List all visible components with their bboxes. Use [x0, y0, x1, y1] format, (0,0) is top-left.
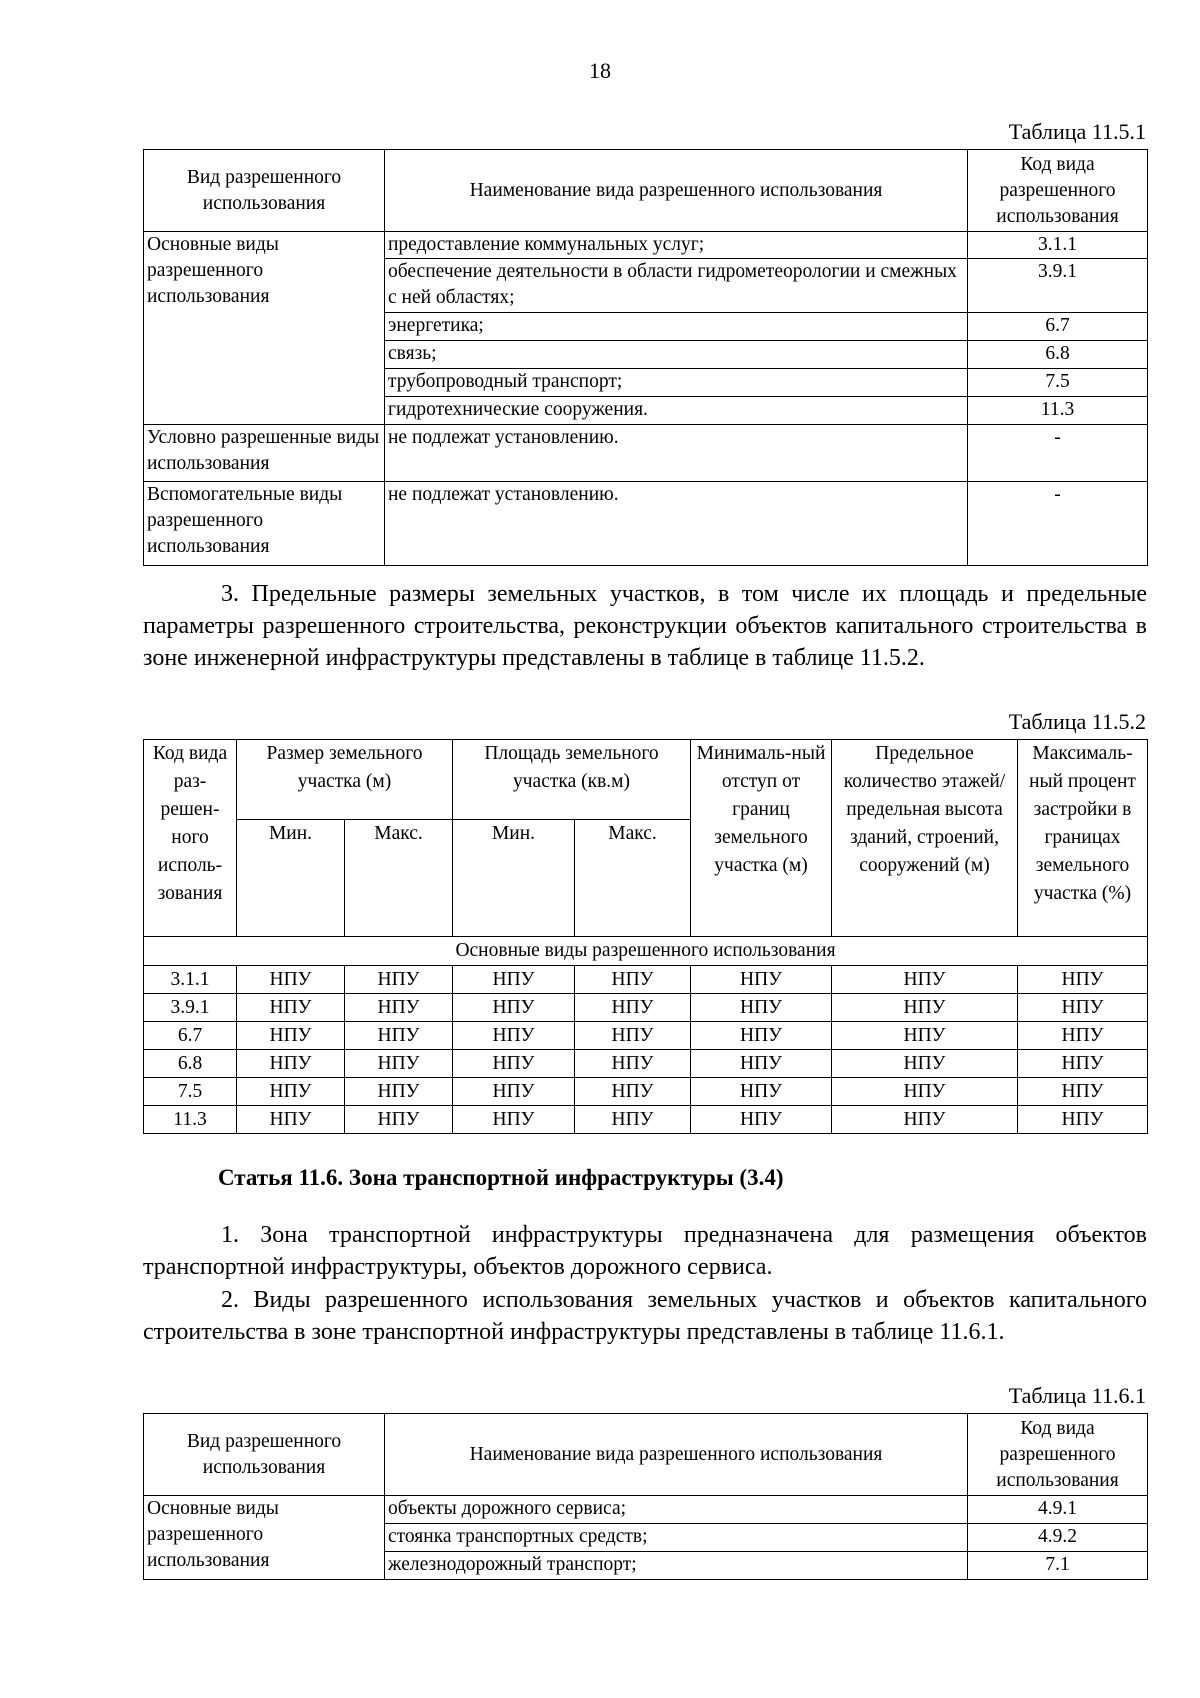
table-cell: НПУ: [345, 994, 453, 1022]
use-code-cell: 7.1: [968, 1552, 1148, 1580]
table-cell: НПУ: [345, 1022, 453, 1050]
table-cell: НПУ: [345, 1050, 453, 1078]
table-cell: НПУ: [453, 1022, 575, 1050]
table-row: [144, 994, 1148, 1022]
table-cell: НПУ: [1018, 1022, 1148, 1050]
use-code-cell: -: [968, 482, 1148, 566]
table-cell: НПУ: [691, 1078, 832, 1106]
use-name-cell: обеспечение деятельности в области гидрометеорологии и смежных с ней областях;: [385, 259, 968, 313]
header-cell: Наименование вида разрешенного использования: [385, 1414, 968, 1496]
header-cell: Мин.: [237, 820, 345, 937]
use-code-cell: 3.1.1: [968, 232, 1148, 259]
table-cell: 7.5: [144, 1078, 237, 1106]
header-cell: Мин.: [453, 820, 575, 937]
paragraph: 3. Предельные размеры земельных участков, в том числе их площадь и предельные параметры разрешенного строительства, реконструкции объектов капитального строительства в зоне инженерной инфраструктуры представлены в таблице в таблице 11.5.2.: [143, 581, 1147, 671]
table-cell: НПУ: [1018, 1050, 1148, 1078]
table-cell: НПУ: [1018, 1078, 1148, 1106]
header-cell: Вид разрешенного использования: [144, 1414, 385, 1496]
use-name-cell: связь;: [385, 341, 968, 369]
table-cell: НПУ: [691, 994, 832, 1022]
use-code-cell: 11.3: [968, 397, 1148, 425]
use-code-cell: 6.7: [968, 313, 1148, 341]
table-cell: НПУ: [832, 1050, 1018, 1078]
use-name-cell: энергетика;: [385, 313, 968, 341]
table-cell: НПУ: [691, 1050, 832, 1078]
header-cell: Вид разрешенного использования: [144, 150, 385, 232]
group-cell: Условно разрешенные виды использования: [144, 425, 385, 482]
use-name-cell: не подлежат установлению.: [385, 482, 968, 566]
use-name-cell: гидротехнические сооружения.: [385, 397, 968, 425]
table-cell: НПУ: [575, 1078, 691, 1106]
table-cell: НПУ: [453, 1078, 575, 1106]
table-cell: НПУ: [237, 1022, 345, 1050]
table-cell: НПУ: [575, 1106, 691, 1134]
table-cell: НПУ: [575, 1022, 691, 1050]
header-cell: Площадь земельного участка (кв.м): [453, 740, 691, 820]
table-cell: НПУ: [345, 966, 453, 994]
table-cell: НПУ: [237, 1106, 345, 1134]
header-cell: Код вида разрешенного использования: [968, 1414, 1148, 1496]
table-cell: НПУ: [832, 1022, 1018, 1050]
paragraph: 2. Виды разрешенного использования земельных участков и объектов капитального строительства в зоне транспортной инфраструктуры представлены в таблице 11.6.1.: [143, 1287, 1147, 1345]
use-name-cell: трубопроводный транспорт;: [385, 369, 968, 397]
table-cell: НПУ: [1018, 1106, 1148, 1134]
table-cell: НПУ: [575, 966, 691, 994]
use-name-cell: стоянка транспортных средств;: [385, 1524, 968, 1552]
table-cell: НПУ: [345, 1078, 453, 1106]
use-name-cell: железнодорожный транспорт;: [385, 1552, 968, 1580]
article-heading: Статья 11.6. Зона транспортной инфраструктуры (3.4): [218, 1165, 784, 1190]
table-cell: НПУ: [832, 1106, 1018, 1134]
table-cell: НПУ: [453, 1106, 575, 1134]
group-cell: Основные виды разрешенного использования: [144, 1496, 385, 1580]
table-cell: НПУ: [237, 1050, 345, 1078]
table-cell: НПУ: [832, 1078, 1018, 1106]
use-code-cell: 6.8: [968, 341, 1148, 369]
table-cell: НПУ: [453, 994, 575, 1022]
table-cell: НПУ: [237, 966, 345, 994]
header-cell: Макс.: [345, 820, 453, 937]
use-code-cell: -: [968, 425, 1148, 482]
header-cell: Макс.: [575, 820, 691, 937]
use-code-cell: 3.9.1: [968, 259, 1148, 313]
table-cell: 6.8: [144, 1050, 237, 1078]
table-row: [144, 1022, 1148, 1050]
use-code-cell: 7.5: [968, 369, 1148, 397]
table-row: [144, 1078, 1148, 1106]
table-cell: НПУ: [1018, 994, 1148, 1022]
table-cell: НПУ: [237, 994, 345, 1022]
table-cell: НПУ: [237, 1078, 345, 1106]
header-cell: Предельное количество этажей/ предельная высота зданий, строений, сооружений (м): [832, 740, 1018, 937]
header-cell: Код вида разрешенного использования: [968, 150, 1148, 232]
use-code-cell: 4.9.2: [968, 1524, 1148, 1552]
use-code-cell: 4.9.1: [968, 1496, 1148, 1524]
table-caption: Таблица 11.5.1: [1008, 119, 1146, 144]
header-cell: Наименование вида разрешенного использования: [385, 150, 968, 232]
permitted-use-table: [143, 149, 1148, 566]
table-row: [144, 966, 1148, 994]
table-cell: 6.7: [144, 1022, 237, 1050]
header-cell: Размер земельного участка (м): [237, 740, 453, 820]
header-cell: Код вида раз-решен-ного исполь-зования: [144, 740, 237, 937]
header-cell: Минималь-ный отступ от границ земельного участка (м): [691, 740, 832, 937]
use-name-cell: не подлежат установлению.: [385, 425, 968, 482]
table-cell: 11.3: [144, 1106, 237, 1134]
paragraph: 1. Зона транспортной инфраструктуры предназначена для размещения объектов транспортной инфраструктуры, объектов дорожного сервиса.: [143, 1222, 1147, 1280]
table-cell: НПУ: [453, 966, 575, 994]
table-cell: НПУ: [1018, 966, 1148, 994]
table-cell: НПУ: [832, 966, 1018, 994]
group-cell: Основные виды разрешенного использования: [144, 232, 385, 425]
table-cell: НПУ: [691, 966, 832, 994]
page-number: 18: [589, 58, 611, 83]
use-name-cell: предоставление коммунальных услуг;: [385, 232, 968, 259]
table-caption: Таблица 11.5.2: [1008, 709, 1146, 734]
table-cell: НПУ: [691, 1106, 832, 1134]
table-row: [144, 1106, 1148, 1134]
table-cell: НПУ: [575, 994, 691, 1022]
use-name-cell: объекты дорожного сервиса;: [385, 1496, 968, 1524]
table-cell: НПУ: [345, 1106, 453, 1134]
table-cell: НПУ: [691, 1022, 832, 1050]
table-caption: Таблица 11.6.1: [1008, 1383, 1146, 1408]
table-cell: НПУ: [832, 994, 1018, 1022]
table-cell: НПУ: [453, 1050, 575, 1078]
table-cell: 3.1.1: [144, 966, 237, 994]
table-cell: НПУ: [575, 1050, 691, 1078]
parameters-table: [143, 739, 1148, 1134]
table-cell: 3.9.1: [144, 994, 237, 1022]
transport-use-table: [143, 1413, 1148, 1580]
table-row: [144, 1050, 1148, 1078]
section-row: Основные виды разрешенного использования: [144, 937, 1148, 966]
header-cell: Максималь-ный процент застройки в границах земельного участка (%): [1018, 740, 1148, 937]
group-cell: Вспомогательные виды разрешенного использования: [144, 482, 385, 566]
